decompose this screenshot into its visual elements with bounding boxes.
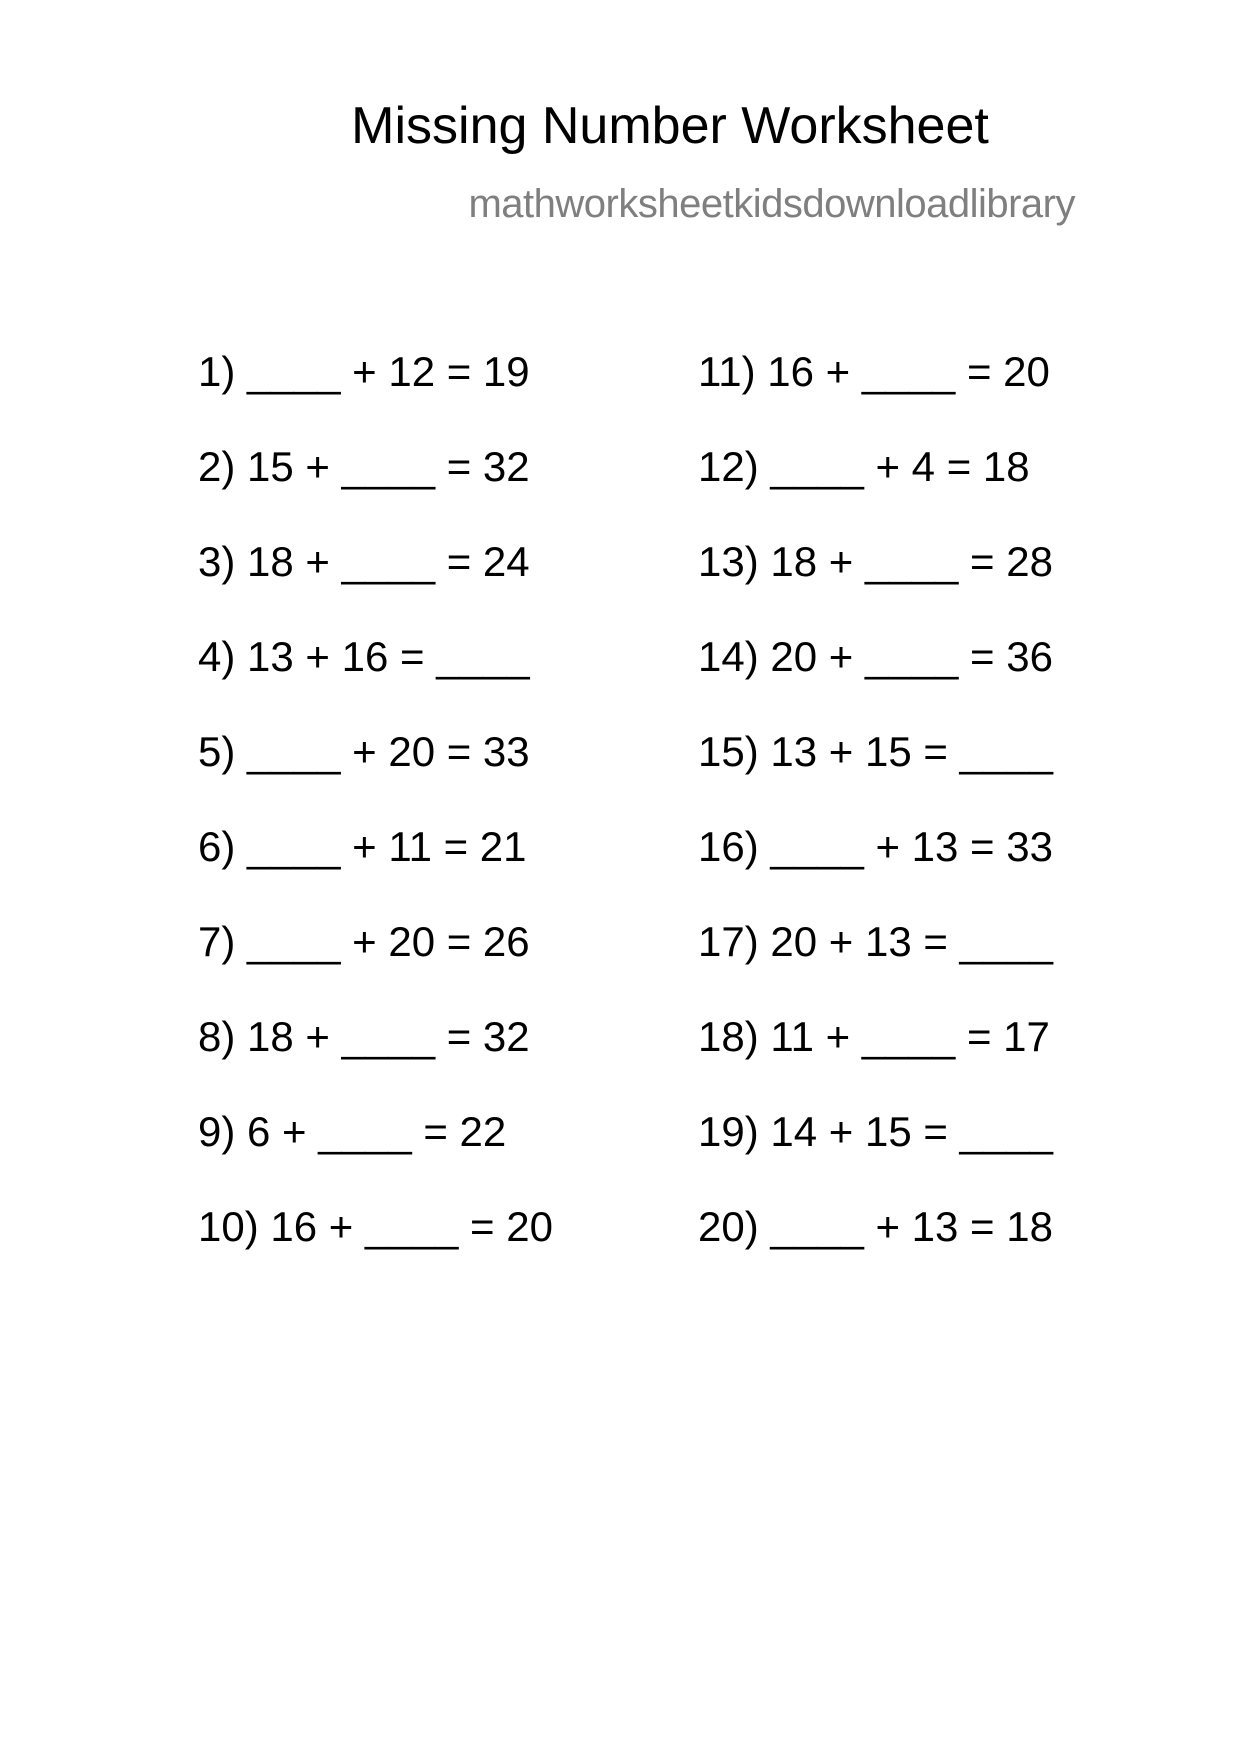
problem-3 — [198, 538, 553, 633]
problem-expression: 15 + ____ = 32 — [247, 443, 530, 490]
problem-10 — [198, 1203, 553, 1298]
problem-expression: 14 + 15 = ____ — [770, 1108, 1053, 1155]
problem-expression: 18 + ____ = 28 — [770, 538, 1053, 585]
problem-15 — [698, 728, 1053, 823]
problem-expression: 11 + ____ = 17 — [770, 1013, 1050, 1060]
problem-number: 2) — [198, 443, 236, 490]
problem-expression: ____ + 13 = 33 — [770, 823, 1053, 870]
problem-expression: ____ + 20 = 33 — [247, 728, 530, 775]
problem-expression: 18 + ____ = 24 — [247, 538, 530, 585]
worksheet-title — [0, 96, 1240, 156]
problem-18 — [698, 1013, 1053, 1108]
problem-number: 19) — [698, 1108, 759, 1155]
worksheet-title-text: Missing Number Worksheet — [351, 97, 989, 155]
problem-8 — [198, 1013, 553, 1108]
problem-expression: 16 + ____ = 20 — [270, 1203, 553, 1250]
problem-1 — [198, 348, 553, 443]
problem-5 — [198, 728, 553, 823]
problem-11 — [698, 348, 1053, 443]
problem-2 — [198, 443, 553, 538]
problem-expression: 18 + ____ = 32 — [247, 1013, 530, 1060]
problem-17 — [698, 918, 1053, 1013]
problem-number: 5) — [198, 728, 236, 775]
problem-number: 15) — [698, 728, 759, 775]
problem-expression: ____ + 11 = 21 — [247, 823, 527, 870]
problem-16 — [698, 823, 1053, 918]
problem-number: 13) — [698, 538, 759, 585]
problem-expression: 20 + ____ = 36 — [770, 633, 1053, 680]
problem-expression: ____ + 13 = 18 — [770, 1203, 1053, 1250]
problem-expression: 16 + ____ = 20 — [767, 348, 1050, 395]
problem-7 — [198, 918, 553, 1013]
problem-6 — [198, 823, 553, 918]
problem-number: 3) — [198, 538, 236, 585]
problem-14 — [698, 633, 1053, 728]
problem-expression: ____ + 12 = 19 — [247, 348, 530, 395]
problem-number: 20) — [698, 1203, 759, 1250]
problem-9 — [198, 1108, 553, 1203]
problem-number: 9) — [198, 1108, 236, 1155]
problem-expression: 13 + 15 = ____ — [770, 728, 1053, 775]
problem-expression: 13 + 16 = ____ — [247, 633, 530, 680]
problem-number: 18) — [698, 1013, 759, 1060]
problem-expression: ____ + 4 = 18 — [770, 443, 1030, 490]
problem-number: 6) — [198, 823, 236, 870]
problem-4 — [198, 633, 553, 728]
problem-12 — [698, 443, 1053, 538]
problem-number: 14) — [698, 633, 759, 680]
problem-number: 16) — [698, 823, 759, 870]
problem-number: 17) — [698, 918, 759, 965]
problem-column-left — [198, 348, 553, 1298]
worksheet-source: mathworksheetkidsdownloadlibrary — [468, 182, 1075, 226]
problem-number: 4) — [198, 633, 236, 680]
problem-13 — [698, 538, 1053, 633]
problem-number: 1) — [198, 348, 236, 395]
problem-number: 11) — [698, 348, 756, 395]
problem-expression: 20 + 13 = ____ — [770, 918, 1053, 965]
problem-number: 12) — [698, 443, 759, 490]
problem-expression: ____ + 20 = 26 — [247, 918, 530, 965]
problem-column-right — [698, 348, 1053, 1298]
problem-number: 7) — [198, 918, 236, 965]
problem-number: 10) — [198, 1203, 259, 1250]
problem-number: 8) — [198, 1013, 236, 1060]
problem-20 — [698, 1203, 1053, 1298]
problem-19 — [698, 1108, 1053, 1203]
problem-expression: 6 + ____ = 22 — [247, 1108, 507, 1155]
